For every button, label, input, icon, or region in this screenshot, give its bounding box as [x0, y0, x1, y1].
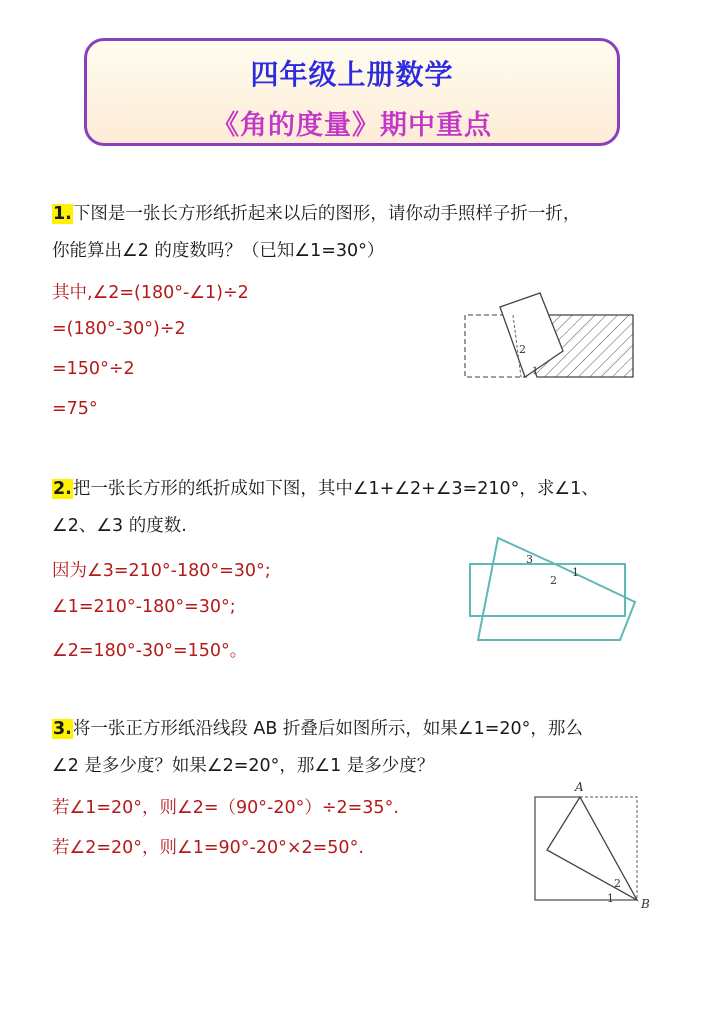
- fig3-label-1: 1: [607, 892, 614, 905]
- problem-2-answer-1: 因为∠3=210°-180°=30°;: [52, 561, 271, 581]
- problem-3-line-1: 3.将一张正方形纸沿线段 AB 折叠后如图所示，如果∠1=20°，那么: [53, 719, 583, 739]
- fig3-label-B: B: [641, 897, 650, 911]
- page-title: 四年级上册数学: [250, 58, 454, 91]
- problem-2-line-1: 2.把一张长方形的纸折成如下图，其中∠1+∠2+∠3=210°，求∠1、: [53, 479, 599, 499]
- problem-number: 2.: [53, 479, 72, 499]
- fig2-label-1: 1: [572, 566, 579, 579]
- fig3-label-2: 2: [614, 877, 621, 890]
- problem-2-answer-3: ∠2=180°-30°=150°。: [52, 641, 248, 661]
- problem-2-figure: [460, 532, 640, 647]
- fig2-label-2: 2: [550, 574, 557, 587]
- problem-1-line-1: 1.下图是一张长方形纸折起来以后的图形，请你动手照样子折一折，: [53, 204, 581, 224]
- problem-3-answer-1: 若∠1=20°，则∠2=（90°-20°）÷2=35°.: [52, 798, 399, 818]
- fig3-label-A: A: [575, 780, 584, 794]
- fig1-label-2: 2: [519, 343, 526, 356]
- problem-1-answer-4: =75°: [52, 399, 98, 419]
- problem-1-figure: [455, 285, 645, 390]
- problem-3-figure: [525, 775, 670, 915]
- problem-3-answer-2: 若∠2=20°，则∠1=90°-20°×2=50°.: [52, 838, 364, 858]
- problem-number: 3.: [53, 719, 72, 739]
- problem-1-answer-1: 其中,∠2=(180°-∠1)÷2: [52, 283, 249, 303]
- problem-1-line-2: 你能算出∠2 的度数吗？（已知∠1=30°）: [52, 241, 385, 261]
- problem-1-answer-2: =(180°-30°)÷2: [52, 319, 186, 339]
- problem-3-question: [52, 711, 583, 785]
- problem-number: 1.: [53, 204, 72, 224]
- page-subtitle: 《角的度量》期中重点: [212, 110, 492, 141]
- problem-1-answer-3: =150°÷2: [52, 359, 135, 379]
- problem-1-question: [52, 196, 580, 270]
- title-box: [84, 38, 620, 146]
- problem-2-line-2: ∠2、∠3 的度数.: [52, 516, 187, 536]
- problem-2-answer-2: ∠1=210°-180°=30°;: [52, 597, 236, 617]
- problem-3-line-2: ∠2 是多少度？如果∠2=20°，那∠1 是多少度？: [52, 756, 435, 776]
- fig2-label-3: 3: [526, 553, 533, 566]
- fig1-label-1: 1: [532, 366, 539, 377]
